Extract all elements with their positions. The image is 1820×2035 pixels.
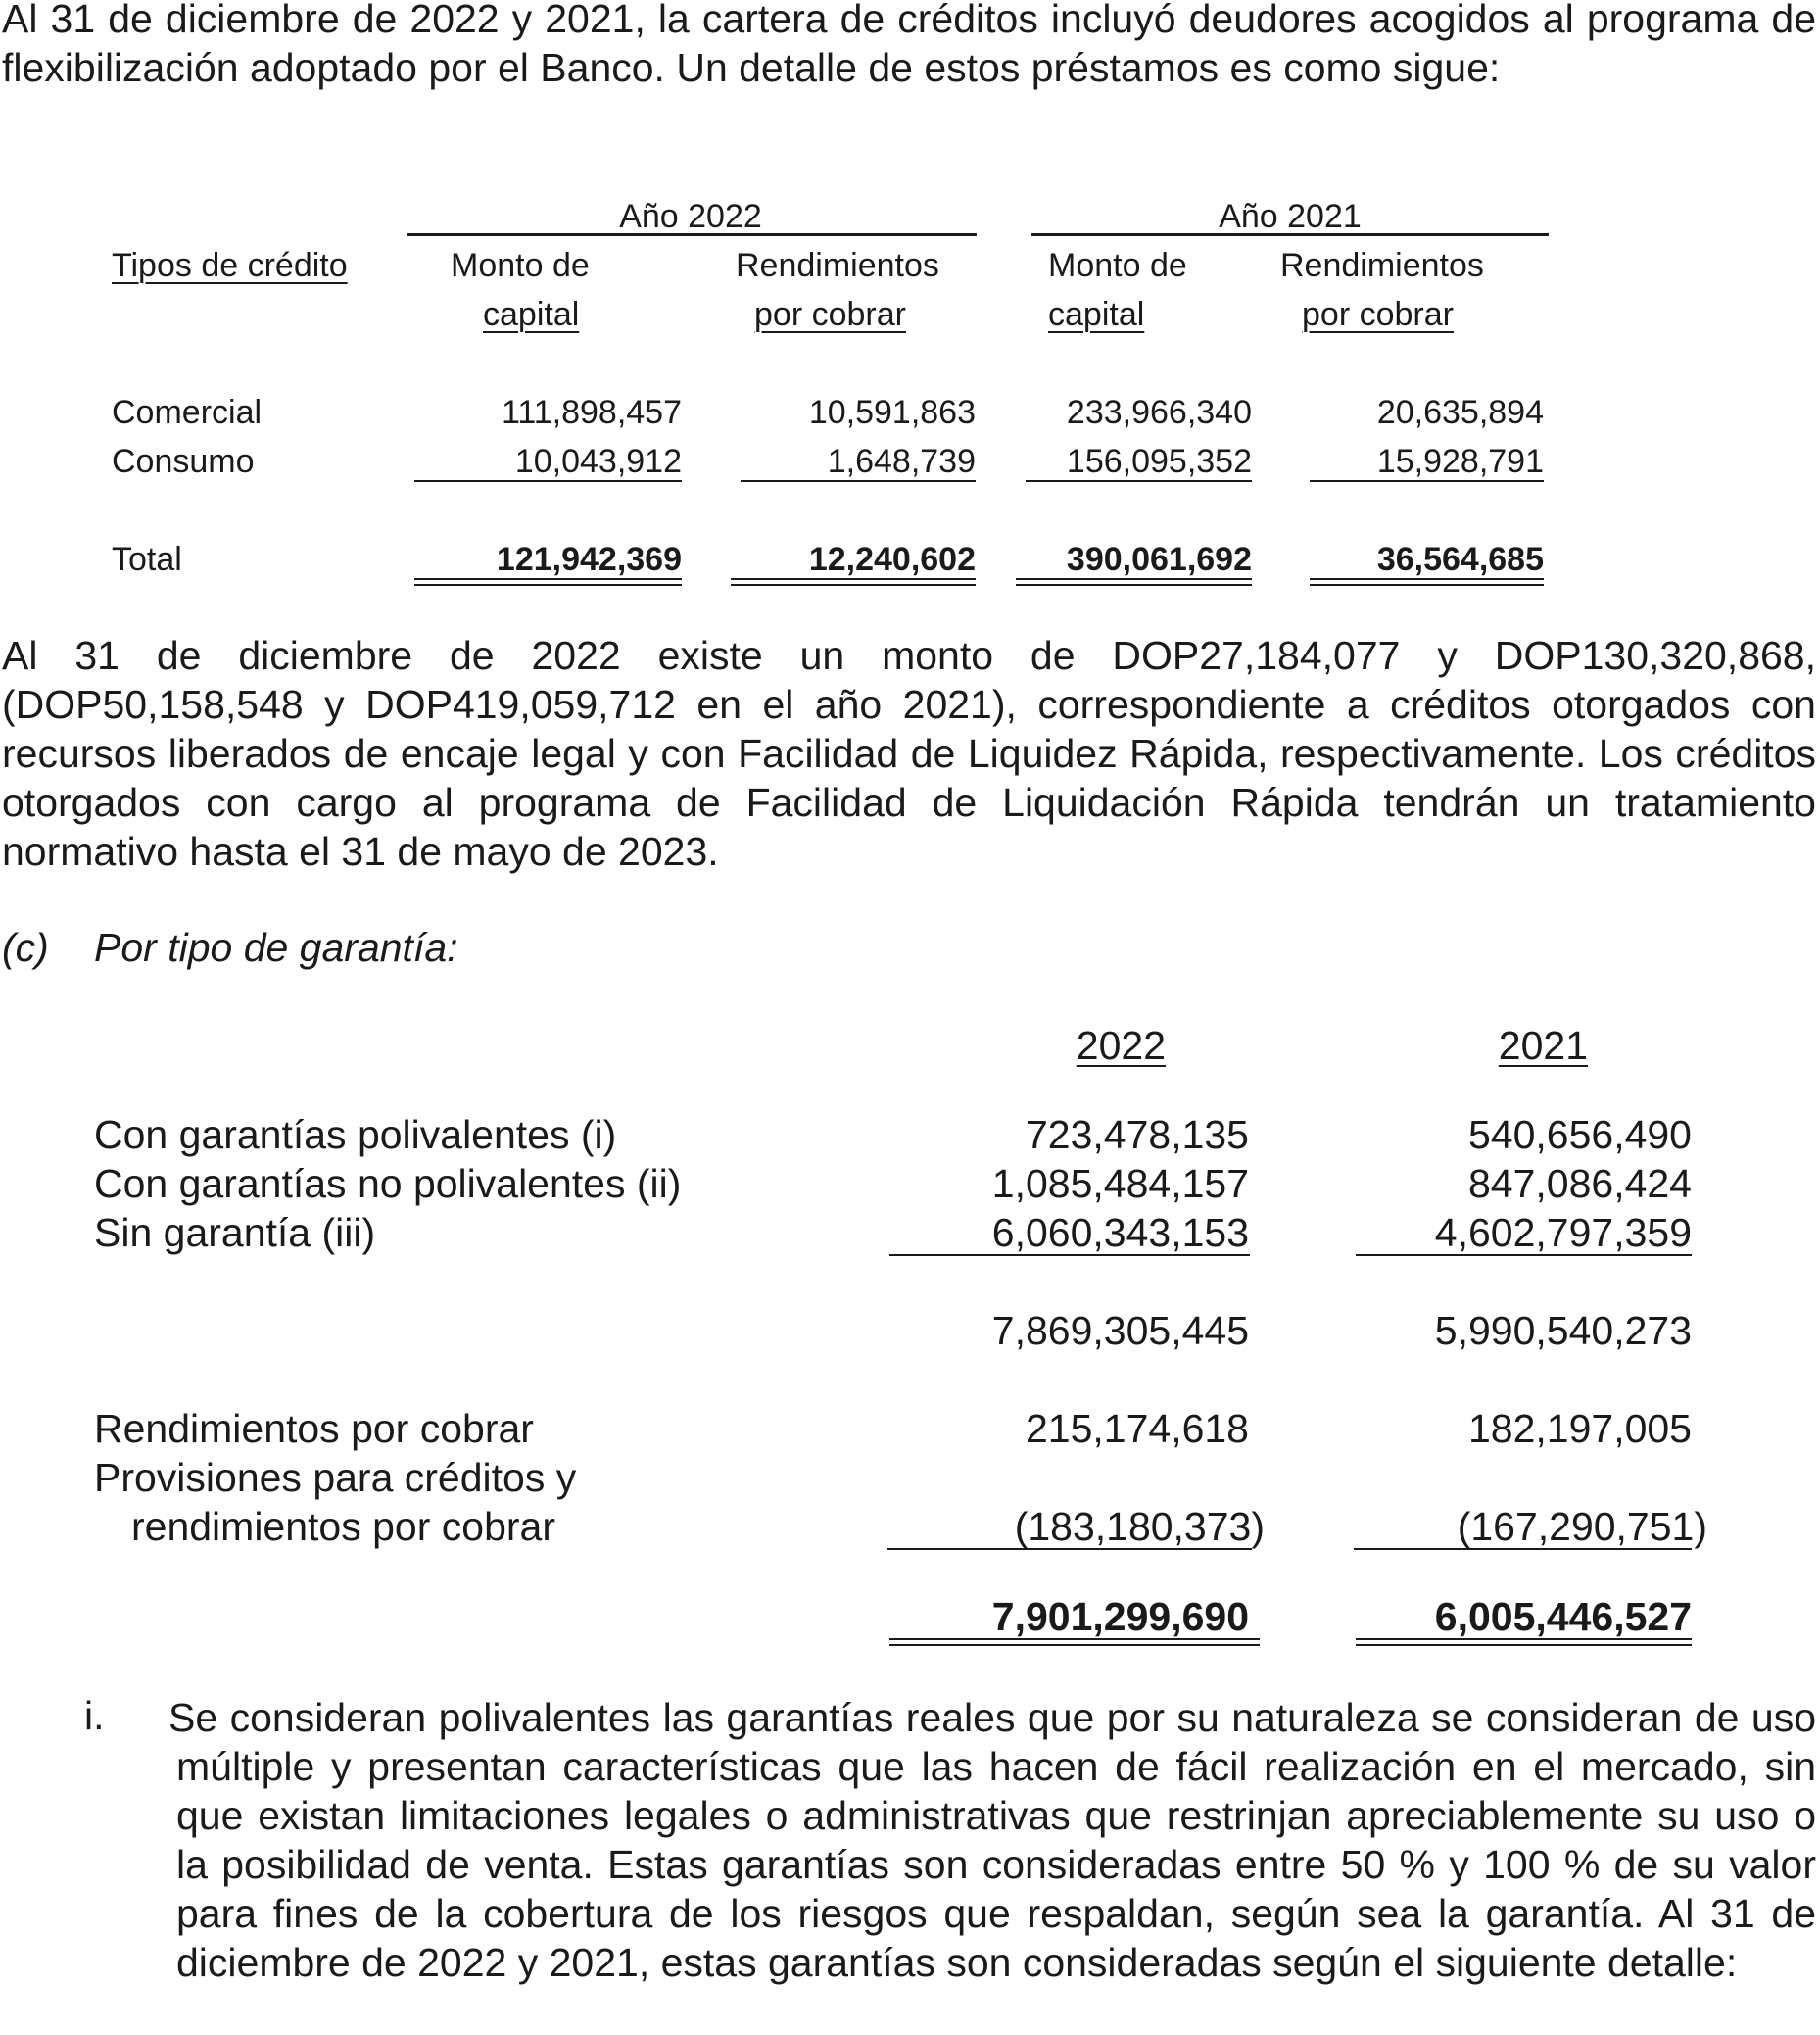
- col-tipos-de-credito: Tipos de crédito: [112, 247, 348, 284]
- rendimientos-2021: 182,197,005: [1467, 1406, 1692, 1451]
- provisiones-label-l2: rendimientos por cobrar: [131, 1504, 555, 1549]
- col-monto-2022: Monto de: [451, 247, 590, 284]
- cell-value: 10,591,863: [808, 394, 976, 431]
- total-2021: 6,005,446,527: [1434, 1594, 1692, 1639]
- subtotal-2022: 7,869,305,445: [991, 1308, 1249, 1353]
- value-2021: 540,656,490: [1467, 1112, 1692, 1157]
- total-value: 390,061,692: [1066, 541, 1252, 578]
- col-rend-2022: Rendimientos: [736, 247, 939, 284]
- dop-paragraph: Al 31 de diciembre de 2022 existe un monto de DOP27,184,077 y DOP130,320,868, (DOP50,158,548 y DOP419,059,712 en el año 2021), correspondiente a créditos otorgados con recursos liberados de encaje legal y con Facilidad de Liquidez Rápida, respectivamente. Los créditos otorgados con cargo al programa de Facilidad de Liquidación Rápida tendrán un tratamiento normativo hasta el 31 de mayo de 2023.: [2, 633, 1816, 874]
- provisiones-2021: (167,290,751): [1457, 1504, 1707, 1549]
- value-2021: 4,602,797,359: [1434, 1210, 1692, 1255]
- year-2021-header: Año 2021: [1219, 198, 1362, 235]
- year-2022-header: Año 2022: [619, 198, 762, 235]
- section-c-title: Por tipo de garantía:: [94, 925, 458, 970]
- col-rend-2022-l2: por cobrar: [754, 296, 906, 333]
- col-monto-2021-l2: capital: [1048, 296, 1145, 333]
- row-label: Comercial: [112, 394, 263, 431]
- total-value: 121,942,369: [496, 541, 682, 578]
- row-label: Consumo: [112, 443, 255, 480]
- total-value: 36,564,685: [1376, 541, 1544, 578]
- row-label: Con garantías polivalentes (i): [94, 1112, 617, 1157]
- cell-value: 10,043,912: [514, 443, 682, 480]
- provisiones-2022: (183,180,373): [1014, 1504, 1265, 1549]
- cell-value: 20,635,894: [1376, 394, 1544, 431]
- col-2022: 2022: [1076, 1023, 1166, 1068]
- value-2022: 723,478,135: [1025, 1112, 1249, 1157]
- section-c-marker: (c): [2, 925, 49, 970]
- note-i-text: Se consideran polivalentes las garantías reales que por su naturaleza se consideran de uso múltiple y presentan características que las hacen de fácil realización en el mercado, sin que existan limitaciones legales o administrativas que restrinjan apreciablemente su uso o la posibilidad de venta. Estas garantías son consideradas entre 50 % y 100 % de su valor para fines de la cobertura de los riesgos que respaldan, según sea la garantía. Al 31 de diciembre de 2022 y 2021, estas garantías son consideradas según el siguiente detalle:: [168, 1695, 1816, 1985]
- value-2022: 1,085,484,157: [991, 1161, 1249, 1206]
- subtotal-2021: 5,990,540,273: [1434, 1308, 1692, 1353]
- total-value: 12,240,602: [808, 541, 976, 578]
- cell-value: 156,095,352: [1066, 443, 1252, 480]
- provisiones-label: Provisiones para créditos y: [94, 1455, 577, 1500]
- col-2021: 2021: [1498, 1023, 1588, 1068]
- intro-paragraph: Al 31 de diciembre de 2022 y 2021, la cartera de créditos incluyó deudores acogidos al programa de flexibilización adoptado por el Banco. Un detalle de estos préstamos es como sigue:: [2, 0, 1816, 90]
- col-rend-2021-l2: por cobrar: [1302, 296, 1454, 333]
- cell-value: 15,928,791: [1376, 443, 1544, 480]
- cell-value: 1,648,739: [827, 443, 976, 480]
- col-rend-2021: Rendimientos: [1280, 247, 1484, 284]
- total-2022: 7,901,299,690: [991, 1594, 1249, 1639]
- value-2022: 6,060,343,153: [991, 1210, 1249, 1255]
- rendimientos-label: Rendimientos por cobrar: [94, 1406, 534, 1451]
- cell-value: 111,898,457: [501, 394, 682, 431]
- col-monto-2022-l2: capital: [483, 296, 580, 333]
- value-2021: 847,086,424: [1467, 1161, 1692, 1206]
- note-i-marker: i.: [84, 1693, 105, 1738]
- row-label: Sin garantía (iii): [94, 1210, 376, 1255]
- col-monto-2021: Monto de: [1048, 247, 1187, 284]
- row-label: Con garantías no polivalentes (ii): [94, 1161, 682, 1206]
- cell-value: 233,966,340: [1066, 394, 1252, 431]
- rendimientos-2022: 215,174,618: [1025, 1406, 1249, 1451]
- total-label: Total: [112, 541, 182, 578]
